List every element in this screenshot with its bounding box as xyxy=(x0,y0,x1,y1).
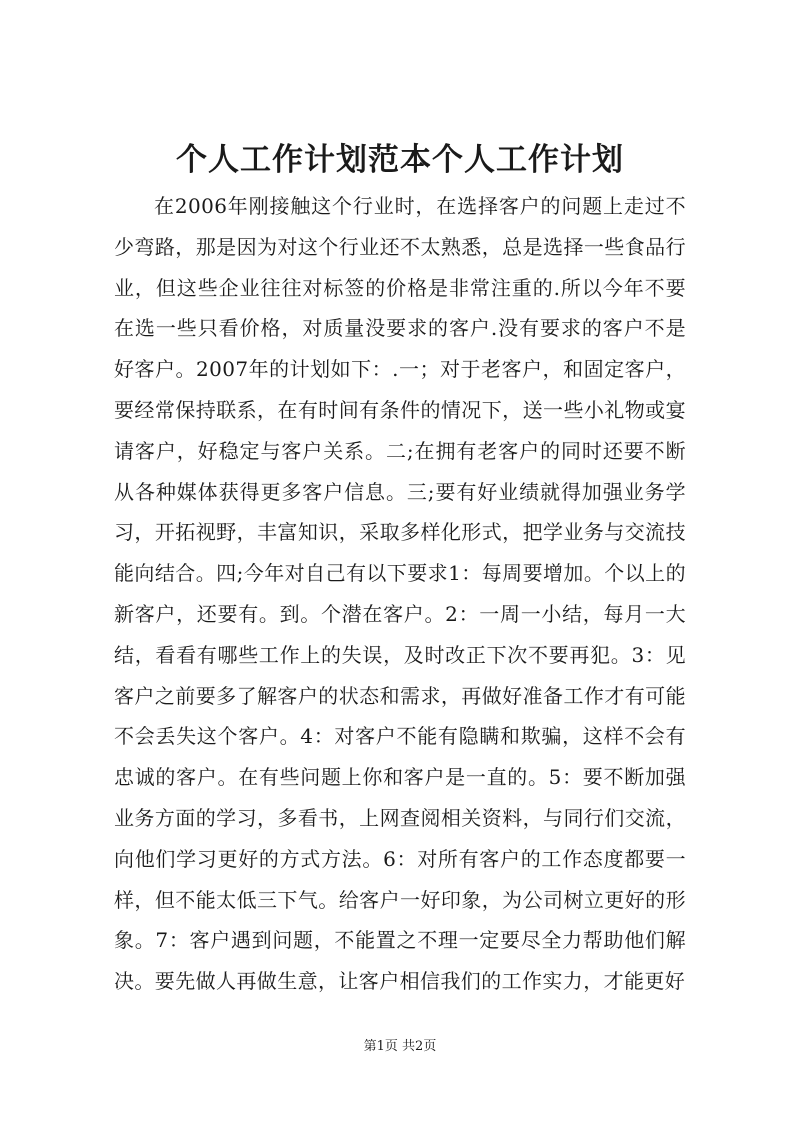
page-number-footer: 第1页 共2页 xyxy=(363,1039,437,1054)
document-title: 个人工作计划范本个人工作计划 xyxy=(176,142,624,178)
body-paragraph: 在2006年刚接触这个行业时，在选择客户的问题上走过不少弯路，那是因为对这个行业还不太熟悉，总是选择一些食品行业，但这些企业往往对标签的价格是非常注重的.所以今年不要在选一些只看价格，对质量没要求的客户.没有要求的客户不是好客户。2007年的计划如下：.一；对于老客户，和固定客户，要经常保持联系，在有时间有条件的情况下，送一些小礼物或宴请客户，好稳定与客户关系。二;在拥有老客户的同时还要不断从各种媒体获得更多客户信息。三;要有好业绩就得加强业务学习，开拓视野，丰富知识，采取多样化形式，把学业务与交流技能向结合。四;今年对自己有以下要求1：每周要增加。个以上的新客户，还要有。到。个潜在客户。2：一周一小结，每月一大结，看看有哪些工作上的失误，及时改正下次不要再犯。3：见客户之前要多了解客户的状态和需求，再做好准备工作才有可能不会丢失这个客户。4：对客户不能有隐瞒和欺骗，这样不会有忠诚的客户。在有些问题上你和客户是一直的。5：要不断加强业务方面的学习，多看书，上网查阅相关资料，与同行们交流，向他们学习更好的方式方法。6：对所有客户的工作态度都要一样，但不能太低三下气。给客户一好印象，为公司树立更好的形象。7：客户遇到问题，不能置之不理一定要尽全力帮助他们解决。要先做人再做生意，让客户相信我们的工作实力，才能更好 xyxy=(114,194,686,994)
